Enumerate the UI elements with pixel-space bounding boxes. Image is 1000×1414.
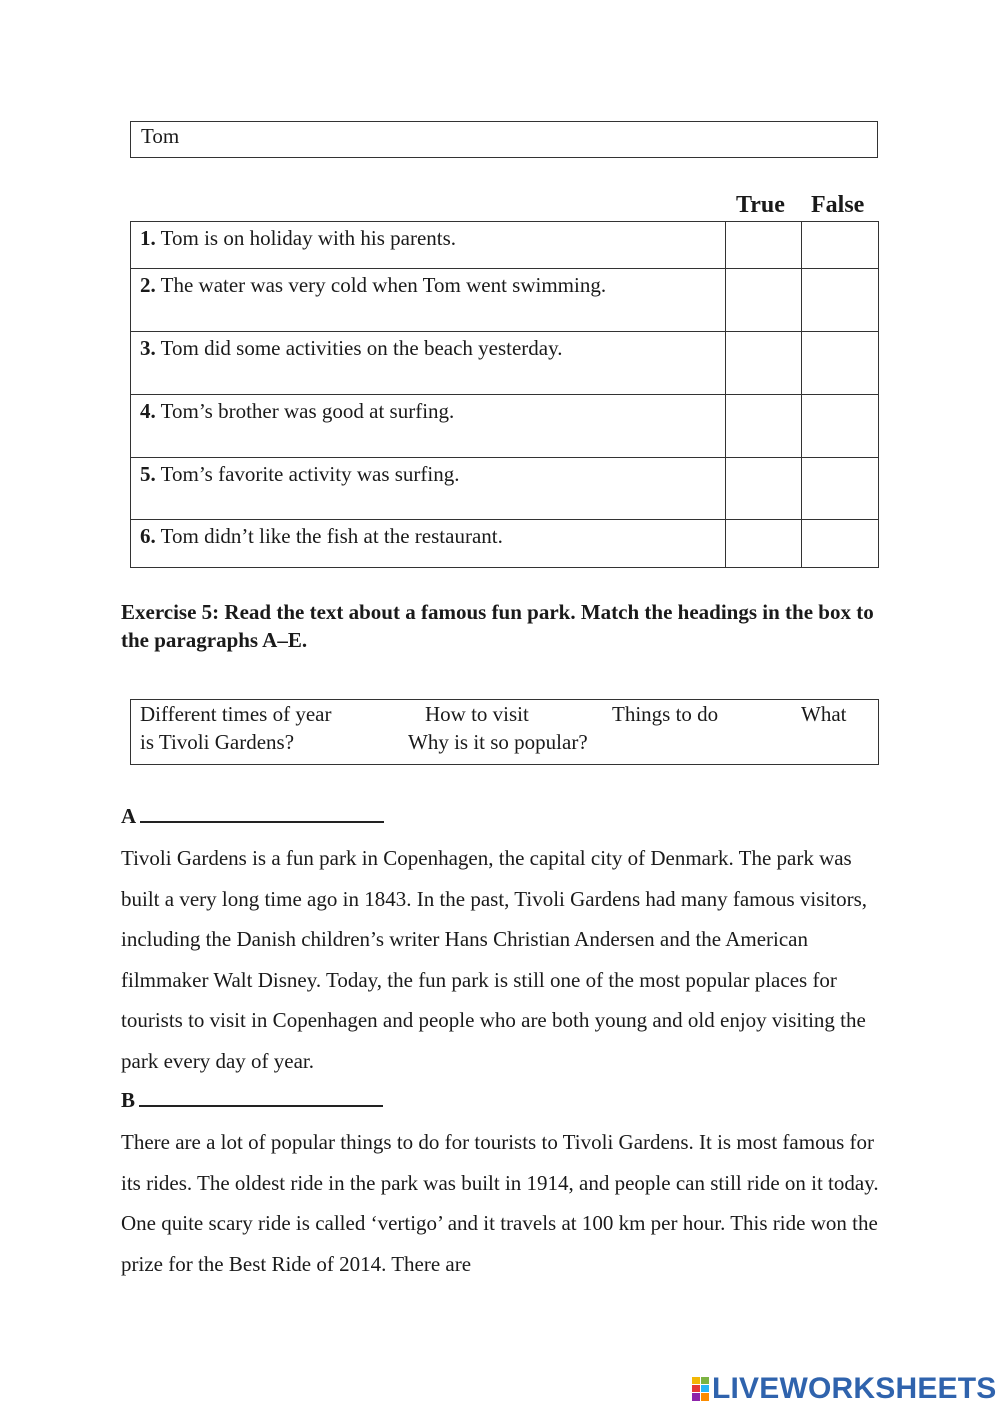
table-row <box>131 269 879 332</box>
paragraph-b-heading-line <box>121 1087 383 1113</box>
statement-text: Tom is on holiday with his parents. <box>160 226 457 250</box>
table-row <box>131 222 879 269</box>
name-field[interactable]: Tom <box>130 121 878 158</box>
heading-option: Different times of year <box>140 702 332 726</box>
statement-cell <box>131 269 726 332</box>
table-row <box>131 395 879 458</box>
true-answer-box[interactable] <box>726 332 802 395</box>
true-answer-box[interactable] <box>726 269 802 332</box>
heading-option: How to visit <box>425 702 529 726</box>
statement-text: Tom did some activities on the beach yesterday. <box>160 336 563 360</box>
statement-number: 3. <box>140 336 156 360</box>
table-row <box>131 520 879 568</box>
statement-number: 4. <box>140 399 156 423</box>
liveworksheets-logo <box>692 1372 997 1406</box>
false-answer-box[interactable] <box>802 332 879 395</box>
heading-option: Why is it so popular? <box>408 730 588 754</box>
statement-text: Tom didn’t like the fish at the restaurant. <box>160 524 503 548</box>
statement-text: The water was very cold when Tom went swimming. <box>160 273 607 297</box>
false-answer-box[interactable] <box>802 395 879 458</box>
table-row <box>131 458 879 520</box>
false-answer-box[interactable] <box>802 222 879 269</box>
paragraph-label: B <box>121 1088 136 1112</box>
true-false-table <box>130 221 879 568</box>
false-answer-box[interactable] <box>802 458 879 520</box>
statement-cell <box>131 222 726 269</box>
statement-number: 2. <box>140 273 156 297</box>
true-answer-box[interactable] <box>726 222 802 269</box>
paragraph-a-heading-line <box>121 803 384 829</box>
statement-text: Tom’s favorite activity was surfing. <box>160 462 460 486</box>
statement-cell <box>131 332 726 395</box>
statement-number: 1. <box>140 226 156 250</box>
true-answer-box[interactable] <box>726 458 802 520</box>
logo-text: LIVEWORKSHEETS <box>712 1372 997 1405</box>
statement-number: 6. <box>140 524 156 548</box>
paragraph-b-text: There are a lot of popular things to do for tourists to Tivoli Gardens. It is most famous for its rides. The oldest ride in the park was built in 1914, and people can still ride on it today. One quite scary ride is called ‘vertigo’ and it travels at 100 km per hour. This ride won the prize for the Best Ride of 2014. There are <box>121 1130 879 1276</box>
true-column-header: True <box>736 192 785 218</box>
false-answer-box[interactable] <box>802 520 879 568</box>
heading-option: What <box>801 702 847 726</box>
statement-cell <box>131 395 726 458</box>
statement-cell <box>131 458 726 520</box>
heading-option: is Tivoli Gardens? <box>140 730 295 754</box>
heading-answer-blank[interactable] <box>140 803 384 823</box>
heading-answer-blank[interactable] <box>139 1087 383 1107</box>
statement-number: 5. <box>140 462 156 486</box>
paragraph-label: A <box>121 804 137 828</box>
table-row <box>131 332 879 395</box>
true-answer-box[interactable] <box>726 395 802 458</box>
statement-text: Tom’s brother was good at surfing. <box>160 399 455 423</box>
heading-option: Things to do <box>612 702 719 726</box>
exercise-5-instructions: Exercise 5: Read the text about a famous fun park. Match the headings in the box to the paragraphs A–E. <box>121 600 874 652</box>
logo-icon <box>692 1375 710 1403</box>
false-answer-box[interactable] <box>802 269 879 332</box>
true-answer-box[interactable] <box>726 520 802 568</box>
statement-cell <box>131 520 726 568</box>
paragraph-a-text: Tivoli Gardens is a fun park in Copenhagen, the capital city of Denmark. The park was built a very long time ago in 1843. In the past, Tivoli Gardens had many famous visitors, including the Danish children’s writer Hans Christian Andersen and the American filmmaker Walt Disney. Today, the fun park is still one of the most popular places for tourists to visit in Copenhagen and people who are both young and old enjoy visiting the park every day of year. <box>121 846 868 1073</box>
headings-box <box>130 699 879 765</box>
false-column-header: False <box>811 192 865 218</box>
